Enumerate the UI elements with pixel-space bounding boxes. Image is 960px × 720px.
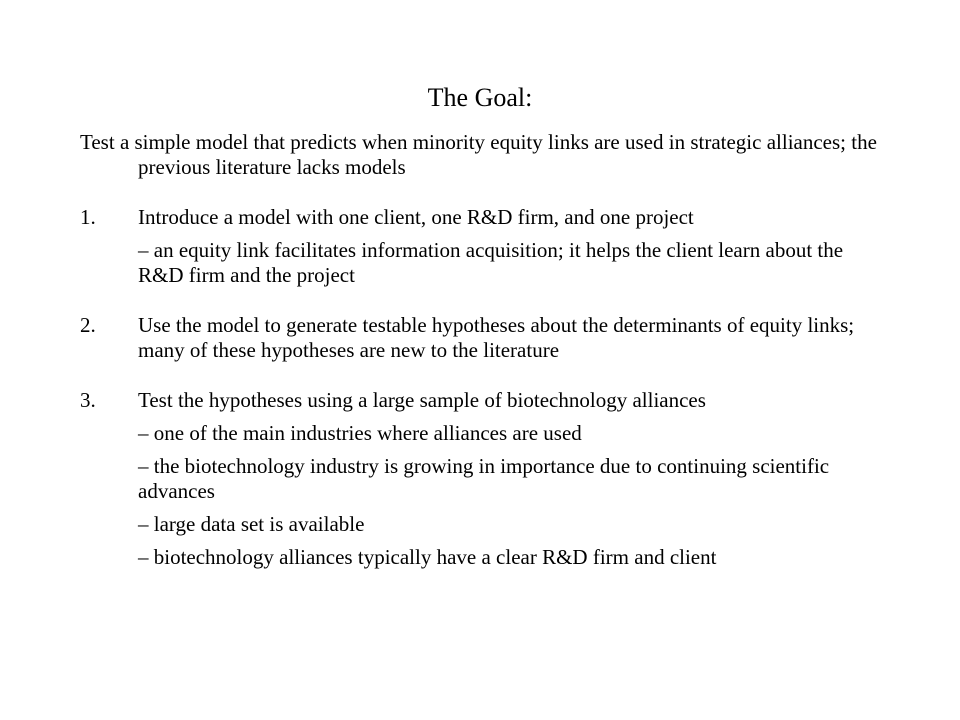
intro-paragraph: Test a simple model that predicts when minority equity links are used in strategic alliances; the previous literature lacks models [80,130,877,179]
list-item-text: Use the model to generate testable hypotheses about the determinants of equity links; many of these hypotheses are new to the literature [138,313,855,362]
slide-body [80,130,890,570]
list-number: 1. [80,205,96,229]
list-number: 3. [80,388,96,412]
sub-point: – the biotechnology industry is growing in importance due to continuing scientific advances [138,454,830,503]
list-number: 2. [80,313,96,337]
list-item-text: Test the hypotheses using a large sample of biotechnology alliances [138,388,706,412]
sub-point: – biotechnology alliances typically have a clear R&D firm and client [138,545,717,569]
slide-title: The Goal: [427,83,533,112]
list-item-1 [80,205,890,230]
sub-point: – one of the main industries where alliances are used [138,421,582,445]
sub-point: – an equity link facilitates information acquisition; it helps the client learn about the R&D firm and the project [138,238,844,287]
list-item-text: Introduce a model with one client, one R&D firm, and one project [138,205,694,229]
list-item-2 [80,313,890,363]
sub-point: – large data set is available [138,512,365,536]
list-item-3 [80,388,890,413]
